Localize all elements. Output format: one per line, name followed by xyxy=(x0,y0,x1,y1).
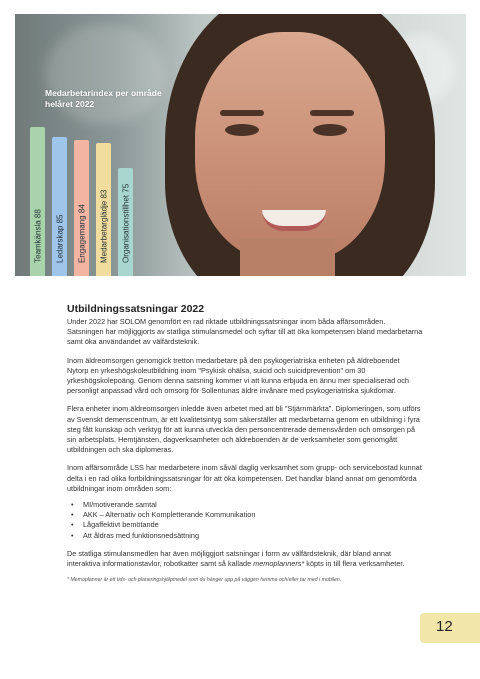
list-item: • Att åldras med funktionsnedsättning xyxy=(67,531,423,541)
list-item: • Lågaffektivt bemötande xyxy=(67,520,423,530)
memoplanner-term: memoplanners* xyxy=(253,559,305,569)
list-item: • MI/motiverande samtal xyxy=(67,500,423,510)
article-paragraph: Inom äldreomsorgen genomgick tretton medarbetare på den psykogeriatriska enheten på äldreboendet Nytorp en yrkeshögskoleutbildning inom "Psykisk ohälsa, suicid och suicidprevention" om 30 yrkeshögskolepoäng. Genom denna satsning kommer vi att kunna erbjuda en ännu mer specialiserad och personligt anpassad vård och omsorg för Sollentunas äldre invånare med psykogeriatriska sjukdomar. xyxy=(67,355,409,396)
portrait-brow xyxy=(310,110,354,116)
footnote: * Memoplanner är ett tids- och planeringshjälpmedel som du hänger upp på väggen hemma och/eller tar med i mobilen. xyxy=(67,577,342,584)
chart-bar xyxy=(96,143,111,276)
page-number: 12 xyxy=(436,618,453,635)
article-paragraph: Flera enheter inom äldreomsorgen inledde även arbetet med att bli "Stjärnmärkta". Diplomeringen, som utförs av Svenskt demenscentrum, är ett kvalitetsintyg som säkerställer att medarbetarna genom en utbildning i fyra steg fått kunskap och verktyg för att kunna utveckla den personcentrerade demensvården och omsorgen på sin arbetsplats. Hemtjänsten, dagverksamheter och äldreboenden är de verksamheter som genomgått utbildningen och ska diplomeras. xyxy=(67,404,421,455)
closing-text: köpts in till flera verksamheter. xyxy=(304,559,405,569)
portrait-brow xyxy=(220,110,264,116)
training-list xyxy=(67,500,423,541)
chart-bar xyxy=(74,140,89,276)
article-closing xyxy=(67,549,423,569)
hero-photo xyxy=(15,14,466,276)
list-item: • AKK – Alternativ och Kompletterande Kommunikation xyxy=(67,510,423,520)
article-paragraph: Inom affärsområde LSS har medarbetere inom såväl daglig verksamhet som grupp- och servicebostad kunnat delta i en rad olika fortbildningssatsningar för att öka kompetensen. Det handlar bland annat om genomförda utbildningar inom områden som: xyxy=(67,463,422,493)
bar-label: Engagemang 84 xyxy=(77,204,86,263)
page-number-tab xyxy=(420,613,480,643)
bar-label: Organisationstillhet 75 xyxy=(121,183,130,263)
closing-text: De statliga stimulansmedlen har även möjliggjort satsningar i form av välfärdsteknik, där bland annat interaktiva informationstavlor, robotkatter samt så kallade xyxy=(67,548,392,569)
bar-label: Medarbetarglädje 83 xyxy=(99,189,108,263)
chart-title: Medarbetarindex per område helåret 2022 xyxy=(45,88,162,109)
chart-bar xyxy=(52,137,67,277)
article-paragraph: Under 2022 har SOLOM genomfört en rad riktade utbildningssatsningar inom båda affärsområden. Satsningen har möjliggjorts av statliga stimulansmedel och syftar till att öka kompetensen bland medarbetarna samt öka användandet av välfärdsteknik. xyxy=(67,317,423,347)
bar-chart xyxy=(15,14,175,276)
chart-bar xyxy=(30,127,45,276)
chart-bar xyxy=(118,168,133,277)
bar-label: Teamkänsla 88 xyxy=(33,209,42,263)
bar-label: Ledarskap 85 xyxy=(55,214,64,263)
portrait-eye xyxy=(313,124,347,136)
article-heading: Utbildningssatsningar 2022 xyxy=(67,303,205,315)
portrait-eye xyxy=(225,124,259,136)
article xyxy=(67,303,423,583)
portrait-neck xyxy=(240,239,335,276)
